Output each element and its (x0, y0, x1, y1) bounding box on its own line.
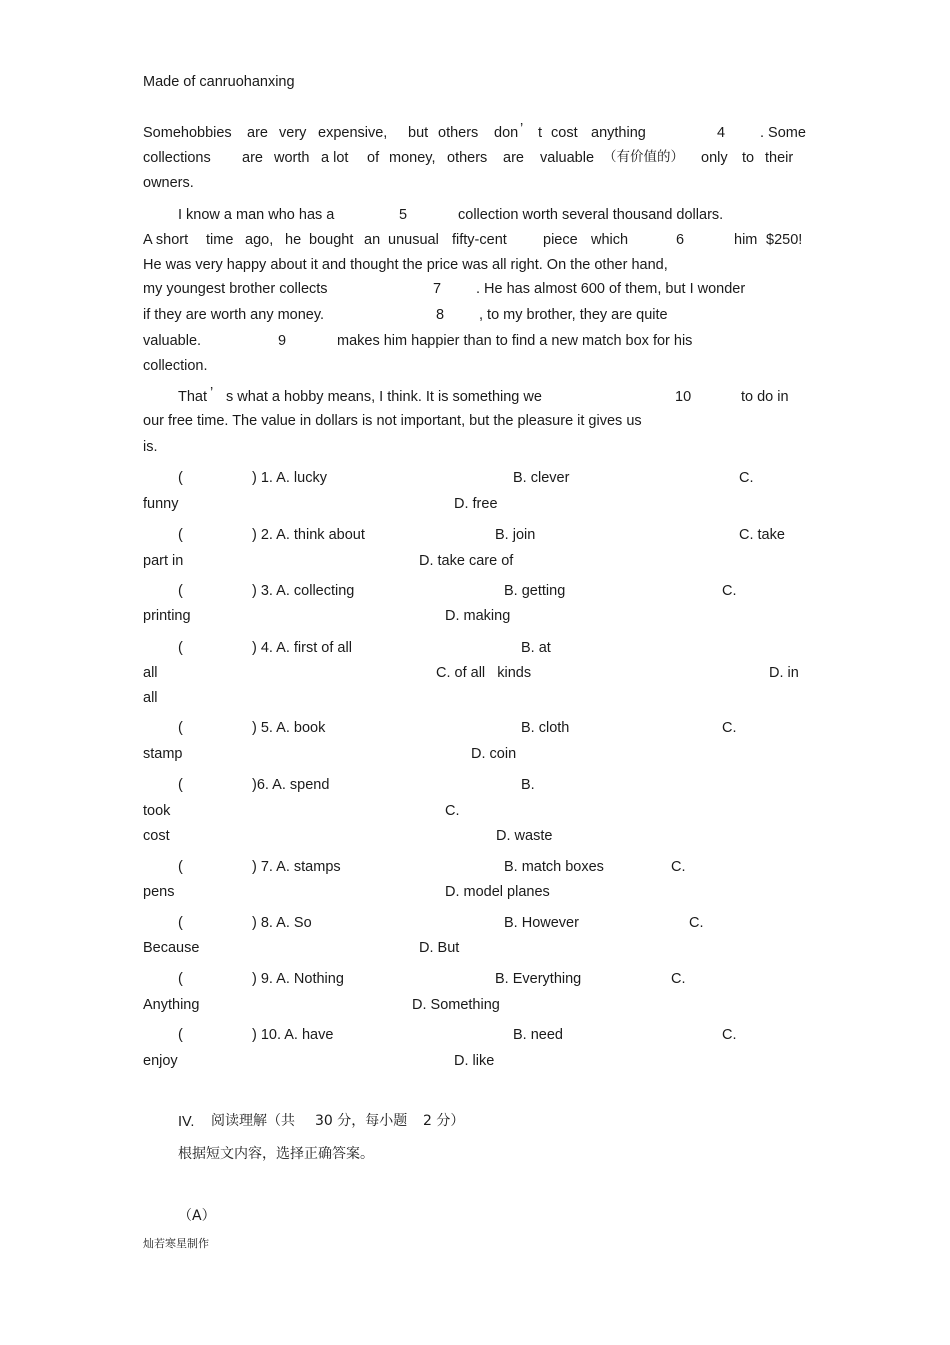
word: anything (591, 125, 646, 141)
option-c: C. (739, 470, 754, 486)
word: $250! (766, 232, 803, 248)
option-a: ) 4. A. first of all (252, 640, 352, 656)
option-b-text: took (143, 803, 171, 819)
option-d: D. waste (496, 828, 553, 844)
option-c: C. (445, 803, 460, 819)
option-c: C. (671, 859, 686, 875)
option-a: )6. A. spend (252, 777, 330, 793)
option-a: ) 1. A. lucky (252, 470, 327, 486)
answer-paren: ( (178, 527, 183, 543)
option-b: B. getting (504, 583, 566, 599)
option-d: D. But (419, 940, 460, 956)
answer-paren: ( (178, 915, 183, 931)
word: time (206, 232, 234, 248)
option-a: ) 5. A. book (252, 720, 326, 736)
option-d: D. in (769, 665, 799, 681)
page-footer: 灿若寒星制作 (143, 1237, 209, 1250)
option-d: D. like (454, 1053, 495, 1069)
word: are (503, 150, 524, 166)
answer-paren: ( (178, 859, 183, 875)
option-c: C. (722, 583, 737, 599)
section-instruction: 根据短文内容，选择正确答案。 (178, 1146, 374, 1162)
passage-line: s what a hobby means, I think. It is something we (226, 389, 542, 405)
option-b: B. cloth (521, 720, 570, 736)
word: very (279, 125, 307, 141)
word: only (701, 150, 728, 166)
option-c: C. (671, 971, 686, 987)
word: fifty-cent (452, 232, 507, 248)
answer-paren: ( (178, 640, 183, 656)
word: to (742, 150, 755, 166)
option-c: C. (722, 720, 737, 736)
blank-number-6: 6 (676, 232, 685, 248)
word: but (408, 125, 429, 141)
word: are (242, 150, 263, 166)
option-c-text: funny (143, 496, 179, 512)
word: money, (389, 150, 436, 166)
option-c-text: Because (143, 940, 200, 956)
option-d: D. take care of (419, 553, 514, 569)
option-b: B. clever (513, 470, 570, 486)
word: an (364, 232, 381, 248)
word: t (538, 125, 543, 141)
option-d: D. free (454, 496, 498, 512)
option-b-text: all (143, 665, 158, 681)
blank-number-5: 5 (399, 207, 408, 223)
section-score-each: 2 分） (423, 1113, 465, 1129)
option-c-text: part in (143, 553, 184, 569)
option-c: C. take (739, 527, 785, 543)
option-b: B. (521, 777, 535, 793)
answer-paren: ( (178, 470, 183, 486)
option-c: C. of all kinds (436, 665, 532, 681)
passage-line: collection. (143, 358, 208, 374)
option-d: D. coin (471, 746, 517, 762)
option-b: B. join (495, 527, 536, 543)
word: ago, (245, 232, 274, 248)
word: collections (143, 150, 211, 166)
word: don (494, 125, 519, 141)
word: are (247, 125, 268, 141)
answer-paren: ( (178, 583, 183, 599)
option-c: C. (689, 915, 704, 931)
word: their (765, 150, 794, 166)
section-score: 30 分，每小题 (315, 1113, 408, 1129)
word: ’ (210, 385, 214, 401)
section-title: 阅读理解（共 (211, 1113, 295, 1129)
word: he (285, 232, 302, 248)
option-b: B. match boxes (504, 859, 604, 875)
word: unusual (388, 232, 439, 248)
option-b: B. However (504, 915, 579, 931)
option-c: C. (722, 1027, 737, 1043)
option-b: B. Everything (495, 971, 582, 987)
passage-line: collection worth several thousand dollars. (458, 207, 724, 223)
option-b: B. at (521, 640, 551, 656)
option-a: ) 2. A. think about (252, 527, 365, 543)
word: . Some (760, 125, 806, 141)
answer-paren: ( (178, 777, 183, 793)
option-c-text: Anything (143, 997, 200, 1013)
passage-line: owners. (143, 175, 194, 191)
option-d: D. model planes (445, 884, 550, 900)
page-header: Made of canruohanxing (143, 74, 295, 90)
word: a lot (321, 150, 349, 166)
word: piece (543, 232, 578, 248)
option-a: ) 9. A. Nothing (252, 971, 344, 987)
answer-paren: ( (178, 1027, 183, 1043)
passage-line: is. (143, 439, 158, 455)
word: expensive, (318, 125, 388, 141)
option-a: ) 8. A. So (252, 915, 312, 931)
option-d: D. Something (412, 997, 500, 1013)
passage-line: I know a man who has a (178, 207, 335, 223)
passage-line: my youngest brother collects (143, 281, 328, 297)
word: A short (143, 232, 189, 248)
option-c-text: enjoy (143, 1053, 178, 1069)
word: which (591, 232, 629, 248)
option-a: ) 10. A. have (252, 1027, 334, 1043)
passage-line: if they are worth any money. (143, 307, 325, 323)
option-d-text: all (143, 690, 158, 706)
word: bought (309, 232, 354, 248)
passage-line: makes him happier than to find a new match box for his (337, 333, 693, 349)
word: others (438, 125, 479, 141)
word: others (447, 150, 488, 166)
word: （有价值的） (603, 149, 684, 165)
option-d: D. making (445, 608, 511, 624)
word: cost (551, 125, 578, 141)
word: worth (274, 150, 310, 166)
passage-line: . He has almost 600 of them, but I wonder (476, 281, 746, 297)
word: him (734, 232, 758, 248)
passage-line: , to my brother, they are quite (479, 307, 668, 323)
blank-number-9: 9 (278, 333, 287, 349)
part-label: （A） (178, 1208, 216, 1224)
word: Somehobbies (143, 125, 232, 141)
passage-line: to do in (741, 389, 789, 405)
option-c-text: stamp (143, 746, 183, 762)
answer-paren: ( (178, 720, 183, 736)
option-c-text: cost (143, 828, 170, 844)
option-a: ) 3. A. collecting (252, 583, 355, 599)
word: valuable (540, 150, 595, 166)
blank-number-7: 7 (433, 281, 442, 297)
option-a: ) 7. A. stamps (252, 859, 341, 875)
word: of (367, 150, 380, 166)
option-c-text: pens (143, 884, 175, 900)
answer-paren: ( (178, 971, 183, 987)
word: That (178, 389, 208, 405)
blank-number-8: 8 (436, 307, 445, 323)
section-number: IV. (178, 1114, 195, 1130)
option-c-text: printing (143, 608, 191, 624)
option-b: B. need (513, 1027, 563, 1043)
word: ’ (520, 121, 524, 137)
passage-line: valuable. (143, 333, 202, 349)
blank-number-4: 4 (717, 125, 726, 141)
passage-line: He was very happy about it and thought the price was all right. On the other hand, (143, 257, 668, 273)
blank-number-10: 10 (675, 389, 692, 405)
passage-line: our free time. The value in dollars is not important, but the pleasure it gives us (143, 413, 642, 429)
